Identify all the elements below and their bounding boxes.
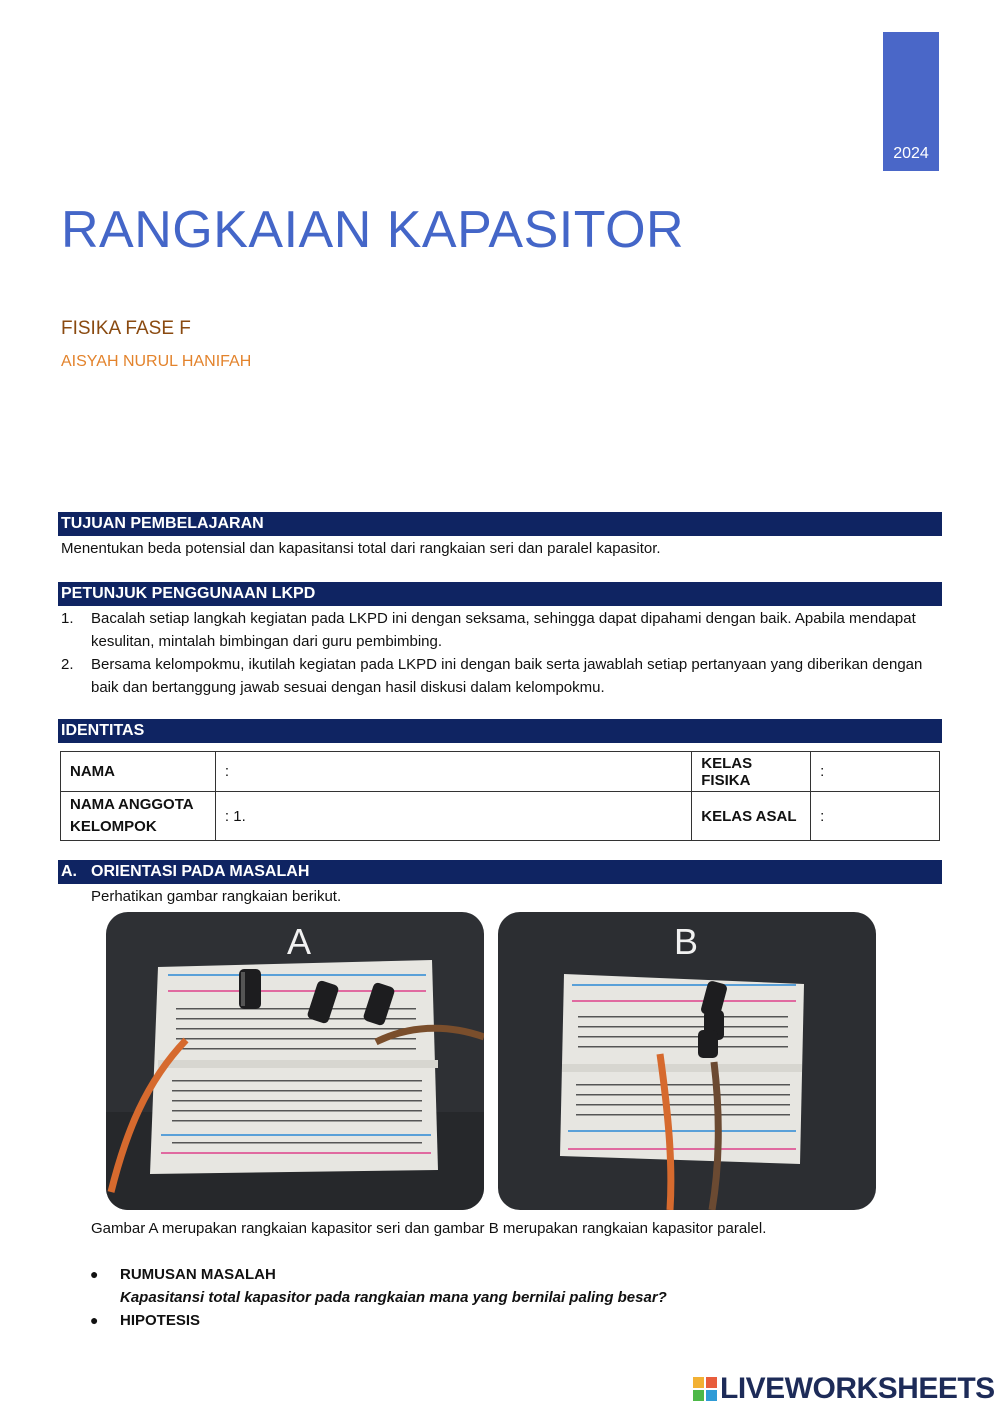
subject-subtitle: FISIKA FASE F <box>61 318 191 339</box>
tujuan-heading: TUJUAN PEMBELAJARAN <box>61 515 264 532</box>
list-text: Bacalah setiap langkah kegiatan pada LKPD ini dengan seksama, sehingga dapat dipahami dengan baik. Apabila mendapat kesulitan, mintalah bimbingan dari guru pembimbing. <box>91 610 916 650</box>
bullet-icon: ● <box>90 1266 99 1282</box>
nama-label: NAMA <box>61 752 216 792</box>
table-row <box>61 752 940 792</box>
capacitor-icon <box>698 1030 718 1058</box>
photo-a-label: A <box>286 921 312 962</box>
table-row <box>61 792 940 841</box>
kelas-asal-field[interactable]: : <box>811 792 940 841</box>
bullet-icon: ● <box>90 1312 99 1328</box>
year-tab <box>883 32 939 171</box>
list-number: 2. <box>61 656 74 673</box>
kelas-asal-label: KELAS ASAL <box>692 792 811 841</box>
liveworksheets-logo[interactable] <box>693 1372 995 1406</box>
author-name: AISYAH NURUL HANIFAH <box>61 353 252 370</box>
logo-text: LIVEWORKSHEETS <box>720 1372 995 1405</box>
rumusan-question: Kapasitansi total kapasitor pada rangkaian mana yang bernilai paling besar? <box>120 1289 667 1306</box>
photo-parallel-circuit <box>498 912 876 1210</box>
orientasi-heading-bar <box>58 860 942 884</box>
orientasi-heading: ORIENTASI PADA MASALAH <box>91 863 310 880</box>
kelas-fisika-label: KELAS FISIKA <box>692 752 811 792</box>
orientasi-intro: Perhatikan gambar rangkaian berikut. <box>91 888 342 905</box>
petunjuk-heading: PETUNJUK PENGGUNAAN LKPD <box>61 585 316 602</box>
list-item <box>90 1263 667 1286</box>
breadboard <box>560 974 804 1164</box>
logo-square <box>693 1377 704 1388</box>
petunjuk-heading-bar <box>58 582 942 606</box>
identitas-heading: IDENTITAS <box>61 722 145 739</box>
tujuan-heading-bar <box>58 512 942 536</box>
logo-icon <box>693 1377 717 1401</box>
rumusan-label: RUMUSAN MASALAH <box>120 1266 276 1283</box>
identity-table <box>60 751 940 841</box>
orientasi-letter: A. <box>61 863 77 880</box>
logo-square <box>706 1390 717 1401</box>
anggota-label: NAMA ANGGOTA KELOMPOK <box>61 792 216 841</box>
list-item <box>61 607 931 653</box>
kelas-fisika-field[interactable]: : <box>811 752 940 792</box>
petunjuk-list <box>61 607 931 699</box>
anggota-field[interactable]: : 1. <box>215 792 691 841</box>
logo-square <box>706 1377 717 1388</box>
list-item <box>61 653 931 699</box>
nama-field[interactable]: : <box>215 752 691 792</box>
identitas-heading-bar <box>58 719 942 743</box>
list-item <box>90 1309 667 1332</box>
breadboard <box>150 960 438 1174</box>
photo-b-label: B <box>673 921 699 962</box>
hipotesis-label: HIPOTESIS <box>120 1312 201 1329</box>
problem-list <box>90 1263 667 1332</box>
list-number: 1. <box>61 610 74 627</box>
list-text: Bersama kelompokmu, ikutilah kegiatan pada LKPD ini dengan baik serta jawablah setiap pertanyaan yang diberikan dengan baik dan bertanggung jawab sesuai dengan hasil diskusi dalam kelompokmu. <box>91 656 923 696</box>
year-label: 2024 <box>893 145 929 162</box>
photo-caption: Gambar A merupakan rangkaian kapasitor seri dan gambar B merupakan rangkaian kapasitor paralel. <box>91 1220 767 1237</box>
photo-series-circuit <box>106 912 484 1210</box>
tujuan-text: Menentukan beda potensial dan kapasitansi total dari rangkaian seri dan paralel kapasitor. <box>61 540 661 557</box>
logo-square <box>693 1390 704 1401</box>
capacitor-icon <box>239 969 261 1009</box>
page-title: RANGKAIAN KAPASITOR <box>61 201 685 259</box>
